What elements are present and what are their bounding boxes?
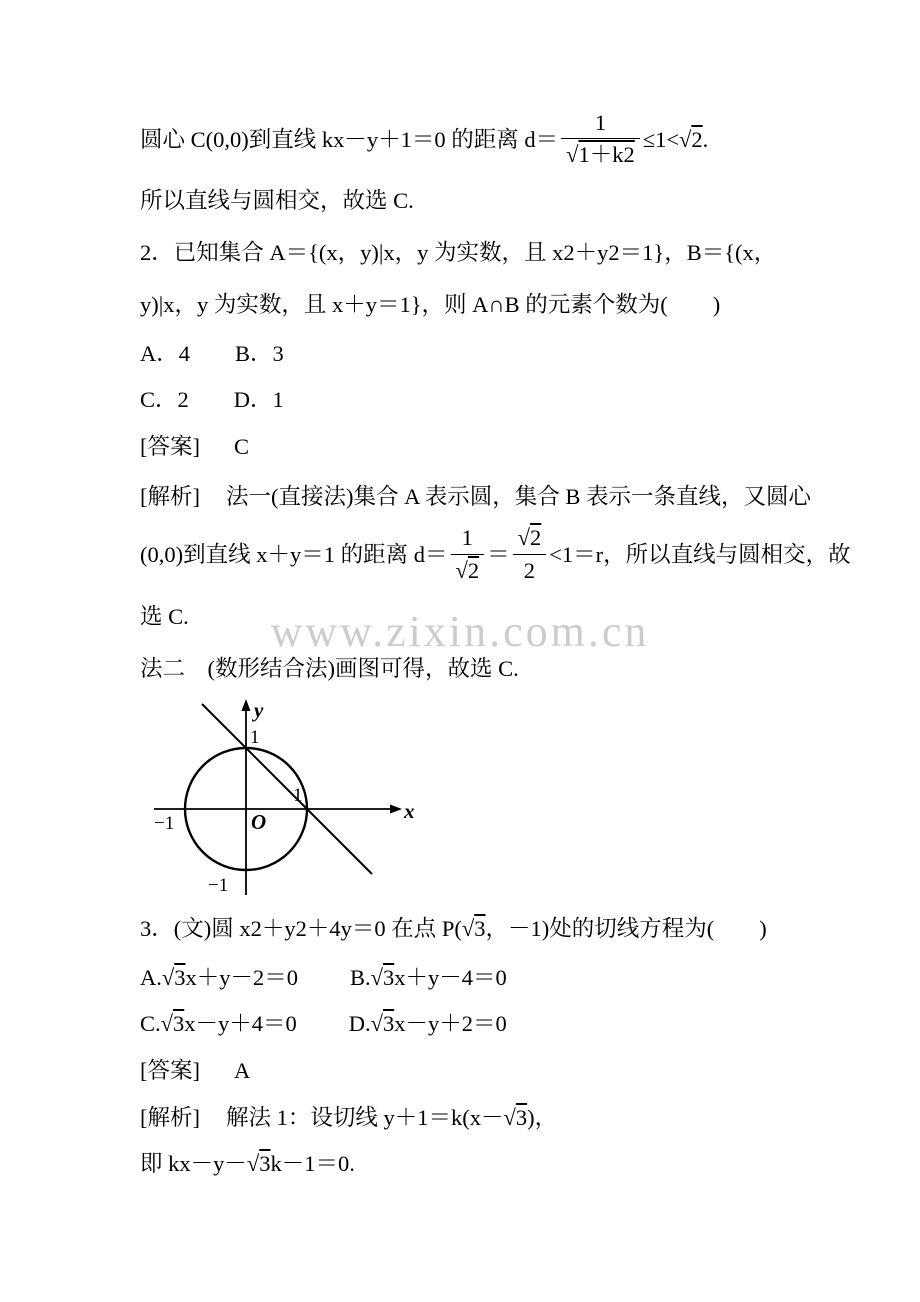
radical-sign: √ xyxy=(517,525,530,551)
radicand: 3 xyxy=(383,964,395,990)
radical-sign: √ xyxy=(160,1010,173,1036)
sqrt-3 xyxy=(371,1011,395,1036)
fraction-denominator xyxy=(451,555,485,584)
answer-label: [答案] xyxy=(140,434,200,460)
formula-text-end: . xyxy=(702,126,709,152)
option-letter: A. xyxy=(140,964,162,990)
option-formula: x－y＋2＝0 xyxy=(394,1010,507,1036)
question3-answer-line xyxy=(140,1047,805,1095)
question3-solution-line1 xyxy=(140,1095,805,1141)
radical-sign: √ xyxy=(246,1150,260,1176)
paragraph-conclusion-q1: 所以直线与圆相交，故选 C. xyxy=(140,188,414,214)
radical-sign: √ xyxy=(455,557,468,583)
question3-options-cd xyxy=(140,1001,805,1047)
option-b xyxy=(350,955,507,1001)
radical-sign: √ xyxy=(679,126,692,152)
sqrt-3 xyxy=(247,1151,271,1176)
y-axis-label: y xyxy=(254,697,264,722)
sqrt-3 xyxy=(371,965,395,990)
option-formula: x＋y－4＝0 xyxy=(394,964,507,990)
coordinate-plane-svg xyxy=(146,697,466,901)
formula-text-mid: ≤1< xyxy=(642,126,680,152)
radicand: 3 xyxy=(174,964,186,990)
radicand: 1＋k2 xyxy=(578,142,635,168)
tick-bottom-minus1: −1 xyxy=(208,874,229,896)
tick-top-1: 1 xyxy=(250,726,260,748)
fraction-denominator: 2 xyxy=(523,557,536,583)
sqrt-3 xyxy=(462,916,486,941)
option-c xyxy=(140,1001,297,1047)
radicand: 3 xyxy=(383,1010,395,1036)
question3-solution-line2 xyxy=(140,1141,805,1187)
radicand: 3 xyxy=(515,1104,528,1130)
analysis-text-pre: (0,0)到直线 x＋y＝1 的距离 d＝ xyxy=(140,542,448,568)
sqrt-3 xyxy=(162,965,186,990)
solution-text-post: )， xyxy=(527,1104,558,1130)
option-formula: x＋y－2＝0 xyxy=(185,964,298,990)
question2-method2: 法二 (数形结合法)画图可得，故选 C. xyxy=(140,655,519,681)
question2-stem-line1: 2．已知集合 A＝{(x，y)|x，y 为实数，且 x2＋y2＝1}，B＝{(x， xyxy=(140,240,777,266)
fraction-numerator: 1 xyxy=(561,109,640,139)
option-d xyxy=(349,1001,507,1047)
question2-analysis-line3: 选 C. xyxy=(140,603,189,629)
watermark: www.zixin.com.cn xyxy=(270,607,650,656)
option-letter: B. xyxy=(350,964,371,990)
answer-value: A xyxy=(234,1057,251,1083)
radical-sign: √ xyxy=(370,1010,383,1036)
question3-stem xyxy=(140,903,805,955)
radical-sign: √ xyxy=(566,142,579,168)
answer-value: C xyxy=(234,434,250,460)
question3-options-ab xyxy=(140,955,805,1001)
line-x-plus-y-equals-1 xyxy=(202,704,372,874)
fraction-numerator: 1 xyxy=(451,524,485,554)
question2-analysis-line2 xyxy=(140,523,851,590)
radicand: 3 xyxy=(173,1010,185,1036)
question2-stem-line2: y)|x，y 为实数，且 x＋y＝1}，则 A∩B 的元素个数为( ) xyxy=(140,292,721,318)
equals-sign: ＝ xyxy=(487,542,510,568)
document-body xyxy=(140,108,851,1187)
fraction-numerator xyxy=(513,524,547,554)
radical-sign: √ xyxy=(370,964,383,990)
solution-text-post: k－1＝0. xyxy=(270,1150,355,1176)
question2-options-cd: C．2 D．1 xyxy=(140,387,284,413)
sqrt-3 xyxy=(161,1011,185,1036)
radicand: 2 xyxy=(529,525,542,551)
radical-sign: √ xyxy=(161,964,175,990)
stem-text-post: ，－1)处的切线方程为( ) xyxy=(485,915,767,941)
fraction-denominator xyxy=(561,139,640,168)
analysis-label: [解析] xyxy=(140,1104,200,1130)
radicand: 3 xyxy=(259,1150,271,1176)
option-a xyxy=(140,955,298,1001)
x-axis-label: x xyxy=(404,798,415,823)
y-axis-arrow xyxy=(242,699,251,711)
question2-answer-line xyxy=(140,423,805,471)
tick-left-minus1: −1 xyxy=(154,812,175,834)
sqrt-2 xyxy=(679,127,703,152)
fraction-sqrt2-over-2 xyxy=(513,524,547,583)
radicand: 3 xyxy=(474,915,486,941)
question2-options-ab: A．4 B．3 xyxy=(140,341,284,367)
x-axis-arrow xyxy=(390,804,402,813)
fraction-one-over-sqrt2 xyxy=(451,524,485,583)
analysis-label: [解析] xyxy=(140,484,200,510)
option-formula: x－y＋4＝0 xyxy=(184,1010,297,1036)
origin-label: O xyxy=(251,809,267,834)
radicand: 2 xyxy=(691,126,703,152)
question2-analysis-line1 xyxy=(140,471,812,523)
solution-text-pre: 即 kx－y－ xyxy=(140,1150,247,1176)
analysis-text-post: <1＝r，所以直线与圆相交，故 xyxy=(549,542,851,568)
sqrt-3 xyxy=(504,1105,528,1130)
solution-text-pre: 解法 1：设切线 y＋1＝k(x－ xyxy=(226,1104,504,1130)
paragraph-distance-formula xyxy=(140,108,805,175)
figure-circle-line-graph xyxy=(146,697,805,901)
stem-text-pre: 3．(文)圆 x2＋y2＋4y＝0 在点 P( xyxy=(140,915,462,941)
formula-text-pre: 圆心 C(0,0)到直线 kx－y＋1＝0 的距离 d＝ xyxy=(140,126,559,152)
radicand: 2 xyxy=(467,557,480,583)
radical-sign: √ xyxy=(503,1104,516,1130)
answer-label: [答案] xyxy=(140,1057,200,1083)
radical-sign: √ xyxy=(461,915,475,941)
analysis-text: 法一(直接法)集合 A 表示圆，集合 B 表示一条直线，又圆心 xyxy=(226,484,812,510)
fraction-distance xyxy=(561,109,640,168)
option-letter: C. xyxy=(140,1010,161,1036)
option-letter: D. xyxy=(348,1010,371,1036)
tick-right-1: 1 xyxy=(293,784,303,806)
